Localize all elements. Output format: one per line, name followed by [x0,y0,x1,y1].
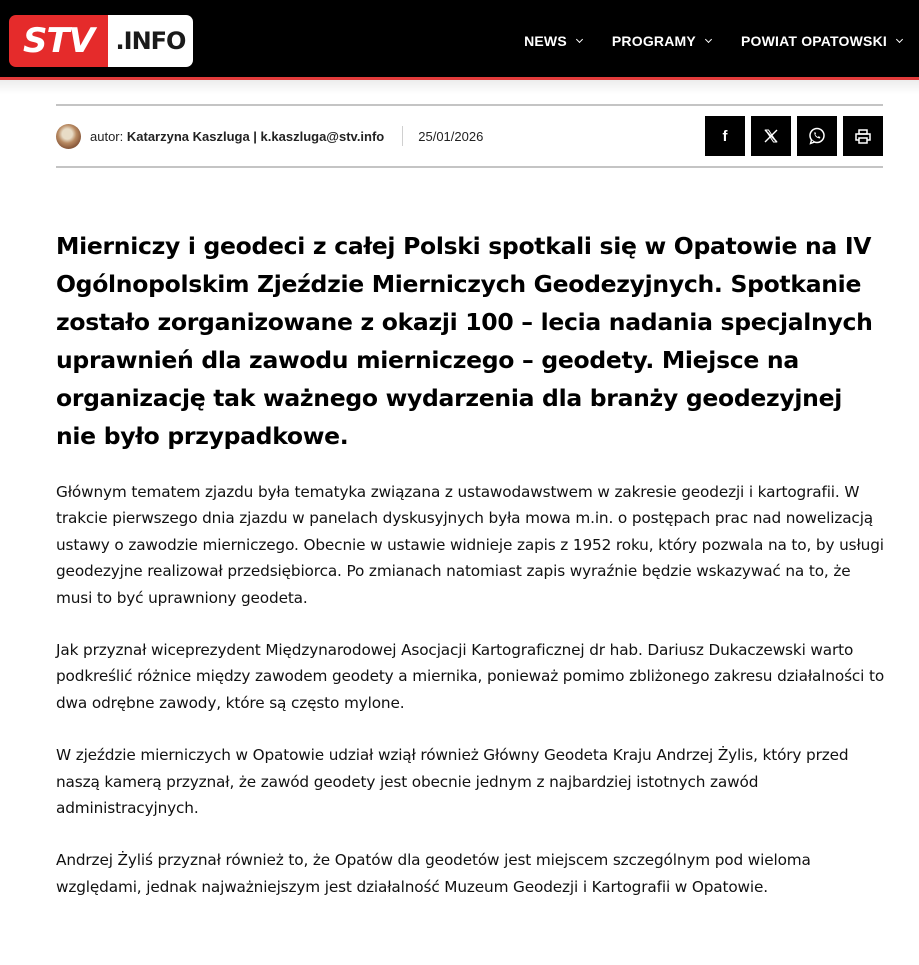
article-paragraph: Andrzej Żyliś przyznał również to, że Opatów dla geodetów jest miejscem szczególnym pod wieloma względami, jednak najważniejszym jest działalność Muzeum Geodezji i Kartografii w Opatowie. [56,851,811,896]
article-headline: Mierniczy i geodeci z całej Polski spotkali się w Opatowie na IV Ogólnopolskim Zjeździe Mierniczych Geodezyjnych. Spotkanie zostało zorganizowane z okazji 100 – lecia nadania specjalnych uprawnień dla zawodu mierniczego – geodety. Miejsce na organizację tak ważnego wydarzenia dla branży geodezyjnej nie było przypadkowe. [56,232,873,450]
x-twitter-icon [764,129,778,143]
nav-item-label: NEWS [524,33,567,49]
author-avatar[interactable] [56,124,81,149]
share-buttons [705,116,883,156]
print-icon [855,129,871,144]
logo-info: .INFO [108,15,193,67]
chevron-down-icon [576,36,583,43]
whatsapp-share-button[interactable] [797,116,837,156]
meta-separator [402,126,403,146]
whatsapp-icon [808,127,826,145]
main-nav [524,30,919,52]
author-name[interactable]: Katarzyna Kaszluga | k.kaszluga@stv.info [126,128,385,144]
facebook-share-button[interactable] [705,116,745,156]
article-paragraph: W zjeździe mierniczych w Opatowie udział wziął również Główny Geodeta Kraju Andrzej Żylis, który przed naszą kamerą przyznał, że zawód geodety jest obecnie jednym z najbardziej istotnych zawód administracyjnych. [56,746,849,818]
meta-divider-bottom [56,166,883,168]
article-paragraph: Głównym tematem zjazdu była tematyka związana z ustawodawstwem w zakresie geodezji i kartografii. W trakcie pierwszego dnia zjazdu w panelach dyskusyjnych była mowa m.in. o postępach prac nad nowelizacją ustawy o zawodzie mierniczego. Obecnie w ustawie widnieje zapis z 1952 roku, który pozwala na to, by usługi geodezyjne realizował przedsiębiorca. Po zmianach natomiast zapis wyraźnie będzie wskazywać na to, że musi to być uprawniony geodeta. [56,483,884,607]
meta-divider-top [56,104,883,106]
article-meta [56,123,483,149]
author-prefix: autor: [90,128,124,144]
header-shadow [0,80,919,94]
print-button[interactable] [843,116,883,156]
nav-item-label: POWIAT OPATOWSKI [740,33,887,49]
x-share-button[interactable] [751,116,791,156]
nav-item-label: PROGRAMY [611,33,696,49]
chevron-down-icon [705,36,712,43]
logo-stv: STV [9,15,108,67]
facebook-icon: f [722,127,728,145]
site-logo[interactable] [9,15,193,67]
nav-item-news[interactable] [524,33,582,49]
author-byline [90,129,384,144]
chevron-down-icon [896,36,903,43]
article-paragraph: Jak przyznał wiceprezydent Międzynarodowej Asocjacji Kartograficznej dr hab. Dariusz Dukaczewski warto podkreślić różnice między zawodem geodety a miernika, ponieważ pomimo zbliżonego zakresu działalności to dwa odrębne zawody, które są często mylone. [56,641,885,712]
article-body [56,479,886,926]
publish-date: 25/01/2026 [418,128,484,144]
nav-item-programy[interactable] [612,33,711,49]
nav-item-powiat-opatowski[interactable] [741,33,902,49]
